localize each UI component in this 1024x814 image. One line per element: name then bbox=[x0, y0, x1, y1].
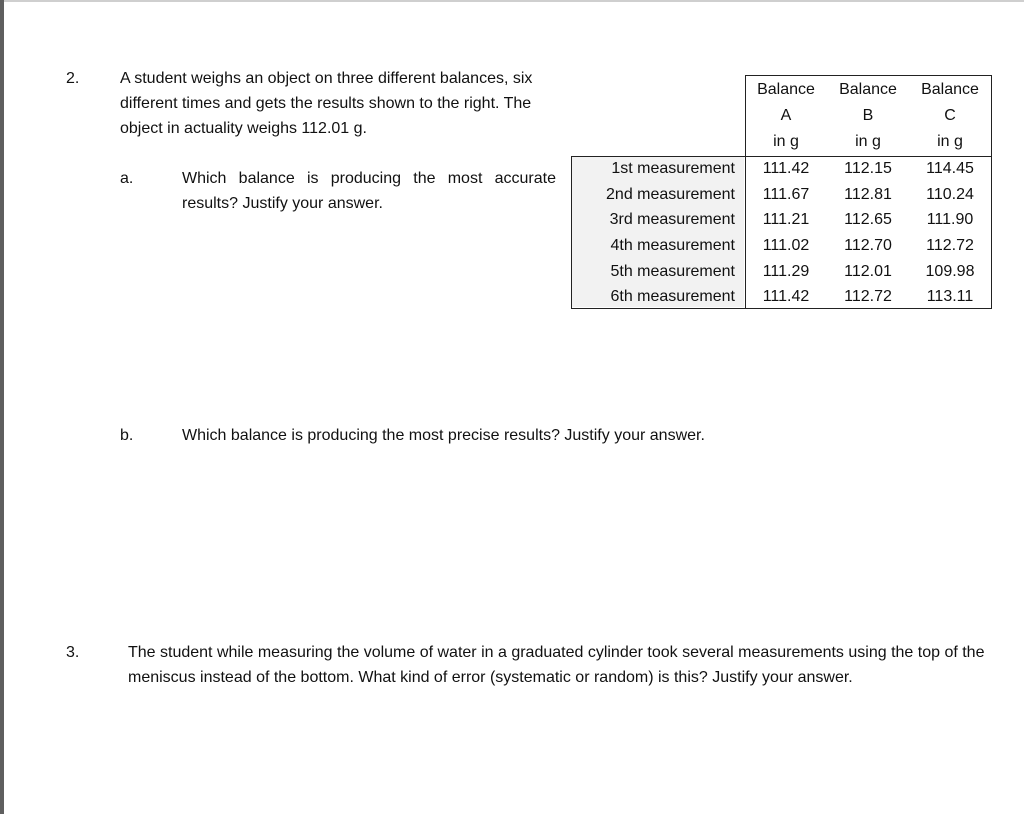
cell-r5-a: 111.29 bbox=[762, 263, 810, 280]
cell-r3-a: 111.21 bbox=[762, 211, 810, 228]
row-label-3: 3rd measurement bbox=[609, 211, 735, 228]
part-b-label: b. bbox=[120, 427, 134, 444]
cell-r6-b: 112.72 bbox=[844, 288, 892, 305]
cell-r6-a: 111.42 bbox=[762, 288, 810, 305]
measurement-table bbox=[571, 75, 992, 309]
cell-r4-a: 111.02 bbox=[762, 237, 810, 254]
row-label-5: 5th measurement bbox=[610, 263, 735, 280]
cell-r6-c: 113.11 bbox=[926, 288, 974, 305]
cell-r2-a: 111.67 bbox=[762, 186, 810, 203]
row-label-6: 6th measurement bbox=[610, 288, 735, 305]
header-balance-c-line2: C bbox=[944, 107, 956, 124]
cell-r2-b: 112.81 bbox=[844, 186, 892, 203]
cell-r1-c: 114.45 bbox=[926, 160, 974, 177]
cell-r1-b: 112.15 bbox=[844, 160, 892, 177]
part-a-label: a. bbox=[120, 170, 134, 187]
row-label-1: 1st measurement bbox=[611, 160, 735, 177]
question-3-number: 3. bbox=[66, 644, 80, 661]
page-left-edge bbox=[0, 0, 4, 814]
cell-r5-c: 109.98 bbox=[925, 263, 975, 280]
header-balance-a-line3: in g bbox=[773, 133, 799, 150]
cell-r2-c: 110.24 bbox=[926, 186, 974, 203]
cell-r4-c: 112.72 bbox=[926, 237, 974, 254]
cell-r4-b: 112.70 bbox=[844, 237, 892, 254]
row-label-2: 2nd measurement bbox=[606, 186, 735, 203]
header-balance-a-line1: Balance bbox=[757, 81, 815, 98]
cell-r1-a: 111.42 bbox=[762, 160, 810, 177]
header-balance-a-line2: A bbox=[780, 107, 792, 124]
table-divider bbox=[745, 156, 746, 309]
question-2-text: A student weighs an object on three different balances, six different times and gets the results shown to the right. The object in actuality weighs 112.01 g. bbox=[120, 70, 533, 137]
cell-r3-b: 112.65 bbox=[844, 211, 892, 228]
page-top-edge bbox=[0, 0, 1024, 2]
header-balance-c-line3: in g bbox=[937, 133, 963, 150]
header-balance-b-line1: Balance bbox=[839, 81, 897, 98]
header-balance-b-line2: B bbox=[862, 107, 874, 124]
question-2-number: 2. bbox=[66, 70, 80, 87]
header-balance-b-line3: in g bbox=[855, 133, 881, 150]
row-label-4: 4th measurement bbox=[610, 237, 735, 254]
question-3-text: The student while measuring the volume of water in a graduated cylinder took several measurements using the top of the meniscus instead of the bottom. What kind of error (systematic or random) is this? Justify your answer. bbox=[128, 644, 985, 686]
header-balance-c-line1: Balance bbox=[921, 81, 979, 98]
cell-r3-c: 111.90 bbox=[926, 211, 974, 228]
part-a-text: Which balance is producing the most accurate results? Justify your answer. bbox=[182, 170, 556, 212]
part-b-text: Which balance is producing the most precise results? Justify your answer. bbox=[182, 427, 705, 444]
cell-r5-b: 112.01 bbox=[844, 263, 892, 280]
